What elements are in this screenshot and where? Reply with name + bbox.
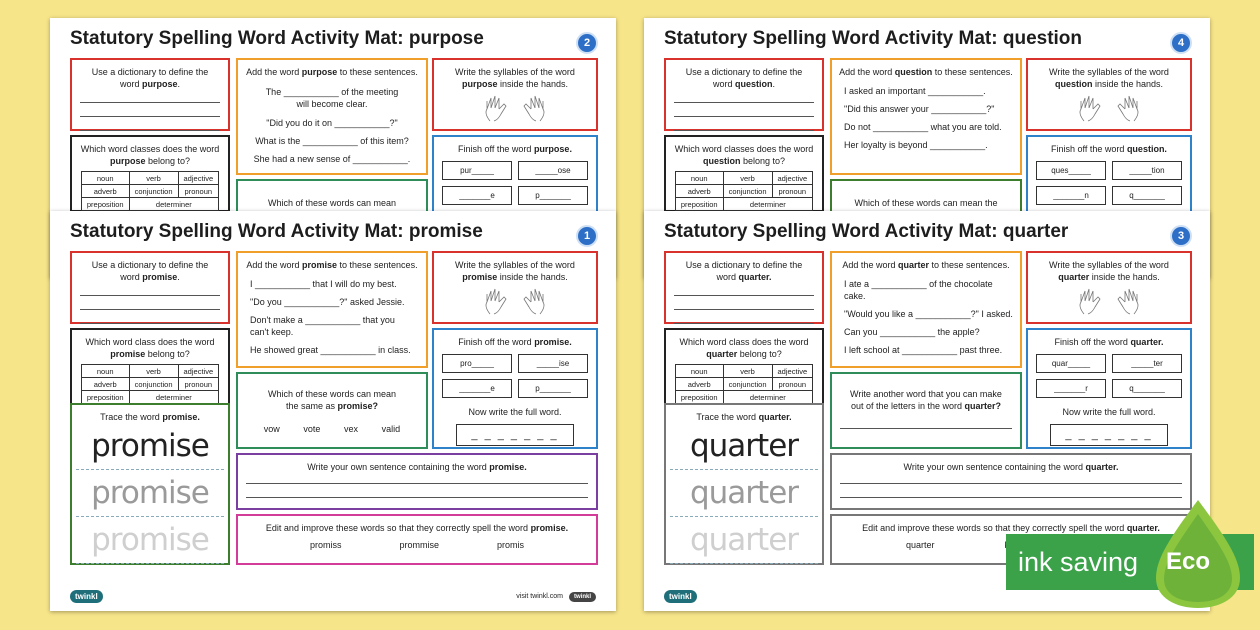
word-class-table — [675, 171, 813, 211]
add-suffix: to these sentences. — [339, 260, 418, 270]
finish-prefix: Finish off the word — [1054, 337, 1128, 347]
class-cell[interactable]: conjunction — [129, 378, 178, 391]
misspelling: promiss — [309, 540, 342, 550]
answer-line[interactable] — [674, 124, 814, 131]
page-number-badge: 3 — [1170, 225, 1192, 247]
add-word: purpose — [301, 67, 338, 77]
synonym-word: promise? — [337, 401, 379, 411]
add-suffix: to these sentences. — [931, 260, 1010, 270]
another-word-box — [830, 372, 1022, 449]
syl-instruction: Write the syllables of the word — [455, 260, 575, 270]
class-cell[interactable]: verb — [129, 172, 178, 185]
sentence: He showed great ___________ in class. — [250, 345, 411, 355]
syl-word: question — [1054, 79, 1093, 89]
class-word: quarter — [706, 349, 738, 359]
trace-box — [664, 403, 824, 565]
edit-instruction: Edit and improve these words so that they correctly spell the word — [862, 523, 1125, 533]
class-cell[interactable]: pronoun — [772, 378, 813, 391]
full-word-prompt: Now write the full word. — [1062, 407, 1156, 417]
fill-box[interactable]: _______e — [442, 186, 512, 205]
fill-box[interactable]: p_______ — [518, 379, 588, 398]
finish-prefix: Finish off the word — [458, 337, 532, 347]
class-cell[interactable]: preposition — [675, 391, 723, 404]
dict-word-label: word — [712, 79, 733, 89]
sentence-word: quarter. — [1085, 462, 1119, 472]
class-cell[interactable]: preposition — [675, 198, 723, 211]
full-word-input[interactable]: _ _ _ _ _ _ _ — [456, 424, 574, 446]
full-word-prompt: Now write the full word. — [468, 407, 562, 417]
trace-word-dark[interactable]: quarter — [670, 423, 818, 470]
add-prefix: Add the word — [246, 67, 300, 77]
class-suffix: belong to? — [742, 156, 786, 166]
add-prefix: Add the word — [839, 67, 893, 77]
class-cell[interactable]: preposition — [81, 391, 129, 404]
word-class-box — [664, 135, 824, 212]
syl-instruction: Write the syllables of the word — [455, 67, 575, 77]
word-class-table — [81, 171, 219, 211]
answer-line[interactable] — [674, 110, 814, 117]
trace-word-dark[interactable]: promise — [76, 423, 224, 470]
fill-box[interactable]: _____ose — [518, 161, 588, 180]
finish-word: promise. — [534, 337, 572, 347]
footer-url[interactable]: visit twinkl.com — [516, 593, 563, 600]
answer-line[interactable] — [840, 422, 1012, 429]
class-cell[interactable]: conjunction — [723, 185, 772, 198]
dict-instruction: Use a dictionary to define the — [685, 260, 803, 270]
add-prefix: Add the word — [842, 260, 896, 270]
page-title: Statutory Spelling Word Activity Mat: promise — [70, 221, 483, 242]
class-suffix: belong to? — [147, 349, 190, 359]
fill-box[interactable]: _____tion — [1112, 161, 1182, 180]
add-word: promise — [301, 260, 337, 270]
own-sentence-box — [830, 453, 1192, 510]
synonym-option[interactable]: valid — [381, 424, 401, 434]
another-word-word: quarter? — [964, 401, 1002, 411]
class-cell[interactable]: conjunction — [129, 185, 178, 198]
own-sentence-box — [236, 453, 598, 510]
fill-box[interactable]: quar_____ — [1036, 354, 1106, 373]
twinkl-logo: twinkl — [70, 590, 103, 603]
class-cell[interactable]: preposition — [81, 198, 129, 211]
another-word-instruction: Write another word that you can make — [850, 389, 1002, 399]
class-cell[interactable]: adjective — [178, 365, 219, 378]
sentence-word: promise. — [489, 462, 527, 472]
sentence: "Do you ___________?" asked Jessie. — [250, 297, 405, 307]
fill-box[interactable]: pro_____ — [442, 354, 512, 373]
dict-instruction: Use a dictionary to define the — [685, 67, 803, 77]
class-cell[interactable]: verb — [129, 365, 178, 378]
sentence: What is the ___________ of this item? — [255, 136, 409, 146]
dict-word: question — [735, 79, 773, 89]
dictionary-box: Use a dictionary to define the word question. — [664, 58, 824, 131]
class-cell[interactable]: adjective — [772, 172, 813, 185]
class-word: purpose — [109, 156, 146, 166]
trace-word-label: promise. — [162, 412, 200, 422]
synonym-option[interactable]: vow — [263, 424, 280, 434]
syl-suffix: inside the hands. — [1094, 79, 1164, 89]
full-word-input[interactable]: _ _ _ _ _ _ _ — [1050, 424, 1168, 446]
finish-word: quarter. — [1130, 337, 1164, 347]
syl-word: promise — [462, 272, 498, 282]
answer-line[interactable] — [246, 491, 588, 498]
add-suffix: to these sentences. — [934, 67, 1013, 77]
syllables-box — [432, 58, 598, 131]
class-instruction: Which word classes does the word — [674, 144, 814, 154]
hands-icon — [1028, 94, 1190, 122]
answer-line[interactable] — [80, 303, 220, 310]
syl-instruction: Write the syllables of the word — [1049, 67, 1169, 77]
syl-word: purpose — [461, 79, 498, 89]
hands-icon — [1028, 287, 1190, 315]
class-cell[interactable]: pronoun — [772, 185, 813, 198]
dict-word-label: word — [119, 79, 140, 89]
fill-box[interactable]: _______n — [1036, 186, 1106, 205]
page-title: Statutory Spelling Word Activity Mat: quarter — [664, 221, 1069, 242]
syl-suffix: inside the hands. — [499, 79, 569, 89]
page-number-badge: 2 — [576, 32, 598, 54]
syllables-box — [1026, 251, 1192, 324]
add-word-box — [236, 58, 428, 175]
class-cell[interactable]: adverb — [81, 378, 129, 391]
answer-line[interactable] — [80, 110, 220, 117]
fill-box[interactable]: pur_____ — [442, 161, 512, 180]
hands-icon — [434, 94, 596, 122]
trace-word-medium[interactable]: quarter — [670, 470, 818, 517]
class-cell[interactable]: noun — [675, 172, 723, 185]
trace-word-light[interactable]: quarter — [670, 517, 818, 564]
twinkl-logo-small: twinkl — [569, 592, 596, 602]
add-prefix: Add the word — [246, 260, 300, 270]
answer-line[interactable] — [674, 96, 814, 103]
class-suffix: belong to? — [147, 156, 191, 166]
add-word-box — [830, 251, 1022, 368]
sentence-instruction: Write your own sentence containing the word — [903, 462, 1083, 472]
class-cell[interactable]: pronoun — [178, 378, 219, 391]
class-cell[interactable]: noun — [675, 365, 723, 378]
fill-box[interactable]: _______r — [1036, 379, 1106, 398]
class-instruction: Which word classes does the word — [80, 144, 220, 154]
sentence: She had a new sense of ___________. — [253, 154, 411, 164]
twinkl-logo: twinkl — [664, 590, 697, 603]
sentence: I ___________ that I will do my best. — [250, 279, 397, 289]
syl-suffix: inside the hands. — [1091, 272, 1160, 282]
word-class-table — [81, 364, 219, 404]
page-title: Statutory Spelling Word Activity Mat: question — [664, 28, 1083, 49]
sentence: I ate a ___________ of the chocolate cake. — [844, 279, 993, 301]
synonym-option[interactable]: vote — [303, 424, 321, 434]
fill-box[interactable]: ques_____ — [1036, 161, 1106, 180]
another-word-instruction-2: out of the letters in the word — [850, 401, 963, 411]
class-cell[interactable]: conjunction — [723, 378, 772, 391]
misspelling: quarter — [906, 540, 935, 550]
sentence: "Did you do it on ___________?" — [266, 118, 398, 128]
dictionary-box — [664, 251, 824, 324]
dictionary-box: Use a dictionary to define the word promise. — [70, 251, 230, 324]
edit-instruction: Edit and improve these words so that they correctly spell the word — [265, 523, 529, 533]
dict-instruction: Use a dictionary to define the — [91, 67, 209, 77]
class-cell[interactable]: determiner — [129, 391, 219, 404]
class-cell[interactable]: adverb — [675, 378, 723, 391]
dictionary-box: Use a dictionary to define the word purpose. — [70, 58, 230, 131]
finish-word: purpose. — [533, 144, 572, 154]
class-cell[interactable]: adjective — [178, 172, 219, 185]
footer — [664, 590, 1190, 603]
trace-word-light[interactable]: promise — [76, 517, 224, 564]
synonym-instruction: Which of these words can mean — [267, 389, 397, 399]
word-class-box — [664, 328, 824, 405]
class-cell[interactable]: noun — [81, 172, 129, 185]
answer-line[interactable] — [80, 289, 220, 296]
sentence: Don't make a ___________ that you can't keep. — [250, 315, 395, 337]
misspelling: promis — [496, 540, 524, 550]
answer-line[interactable] — [840, 477, 1182, 484]
answer-line[interactable] — [674, 317, 814, 324]
sentence: Can you ___________ the apple? — [844, 327, 980, 337]
answer-line[interactable] — [674, 289, 814, 296]
trace-instruction: Trace the word — [696, 412, 757, 422]
edit-words-box — [236, 514, 598, 565]
synonym-instruction: Which of these words can mean the — [854, 198, 998, 208]
answer-line[interactable] — [80, 317, 220, 324]
synonym-box — [236, 372, 428, 449]
finish-word-box — [432, 328, 598, 449]
trace-word-medium[interactable]: promise — [76, 470, 224, 517]
answer-line[interactable] — [674, 303, 814, 310]
class-instruction: Which word class does the word — [85, 337, 215, 347]
sentence: The ___________ of the meeting will become clear. — [265, 87, 399, 109]
page-number-badge: 4 — [1170, 32, 1192, 54]
page-number-badge: 1 — [576, 225, 598, 247]
dict-word-label: word — [716, 272, 736, 282]
page-title: Statutory Spelling Word Activity Mat: purpose — [70, 28, 484, 49]
word-class-box — [70, 328, 230, 405]
sentence: I asked an important ___________. — [844, 86, 986, 96]
answer-line[interactable] — [840, 491, 1182, 498]
add-word: question — [894, 67, 933, 77]
class-cell[interactable]: determiner — [129, 198, 219, 211]
add-word-box — [236, 251, 428, 368]
hands-icon — [434, 287, 596, 315]
dict-word-label: word — [120, 272, 140, 282]
dict-word: purpose — [142, 79, 178, 89]
answer-line[interactable] — [80, 124, 220, 131]
synonym-instruction: Which of these words can mean — [267, 198, 397, 208]
sentence-instruction: Write your own sentence containing the word — [307, 462, 487, 472]
class-cell[interactable]: adverb — [81, 185, 129, 198]
class-cell[interactable]: noun — [81, 365, 129, 378]
class-suffix: belong to? — [739, 349, 782, 359]
answer-line[interactable] — [246, 477, 588, 484]
syllables-box — [1026, 58, 1192, 131]
footer — [70, 590, 596, 603]
dict-word: quarter. — [738, 272, 772, 282]
answer-line[interactable] — [80, 96, 220, 103]
dict-instruction: Use a dictionary to define the — [91, 260, 209, 270]
class-cell[interactable]: adjective — [772, 365, 813, 378]
add-suffix: to these sentences. — [339, 67, 418, 77]
class-cell[interactable]: pronoun — [178, 185, 219, 198]
syllables-box — [432, 251, 598, 324]
fill-box[interactable]: p_______ — [518, 186, 588, 205]
class-word: promise — [110, 349, 146, 359]
word-class-box — [70, 135, 230, 212]
class-cell[interactable]: verb — [723, 365, 772, 378]
ink-saving-label: ink saving — [1018, 547, 1139, 577]
sentence: I left school at ___________ past three. — [844, 345, 1003, 355]
fill-box[interactable]: _______e — [442, 379, 512, 398]
dict-word: promise — [142, 272, 178, 282]
trace-instruction: Trace the word — [100, 412, 160, 422]
finish-word: question. — [1126, 144, 1167, 154]
finish-prefix: Finish off the word — [458, 144, 532, 154]
edit-word: promise. — [530, 523, 569, 533]
syl-suffix: inside the hands. — [499, 272, 568, 282]
sentence: Her loyalty is beyond ___________. — [844, 140, 988, 150]
finish-prefix: Finish off the word — [1051, 144, 1125, 154]
class-word: question — [702, 156, 741, 166]
misspelling: prommise — [399, 540, 439, 550]
trace-box — [70, 403, 230, 565]
class-cell[interactable]: determiner — [723, 391, 813, 404]
fill-box[interactable]: q_______ — [1112, 186, 1182, 205]
sentence: "Would you like a ___________?" I asked. — [844, 309, 1013, 319]
fill-box[interactable]: q_______ — [1112, 379, 1182, 398]
syl-instruction: Write the syllables of the word — [1049, 260, 1169, 270]
class-cell[interactable]: determiner — [723, 198, 813, 211]
trace-word-label: quarter. — [758, 412, 792, 422]
eco-label: Eco — [1166, 548, 1211, 575]
add-word-box — [830, 58, 1022, 175]
sentence: Do not ___________ what you are told. — [844, 122, 1002, 132]
sentence: "Did this answer your ___________?" — [844, 104, 995, 114]
fill-box[interactable]: _____ter — [1112, 354, 1182, 373]
synonym-instruction-2: the same as — [285, 401, 335, 411]
add-word: quarter — [897, 260, 929, 270]
fill-box[interactable]: _____ise — [518, 354, 588, 373]
class-cell[interactable]: verb — [723, 172, 772, 185]
syl-word: quarter — [1058, 272, 1090, 282]
class-cell[interactable]: adverb — [675, 185, 723, 198]
worksheet-promise — [50, 211, 616, 611]
word-class-table — [675, 364, 813, 404]
synonym-option[interactable]: vex — [344, 424, 359, 434]
finish-word-box — [1026, 328, 1192, 449]
edit-word: quarter. — [1126, 523, 1160, 533]
class-instruction: Which word class does the word — [679, 337, 809, 347]
